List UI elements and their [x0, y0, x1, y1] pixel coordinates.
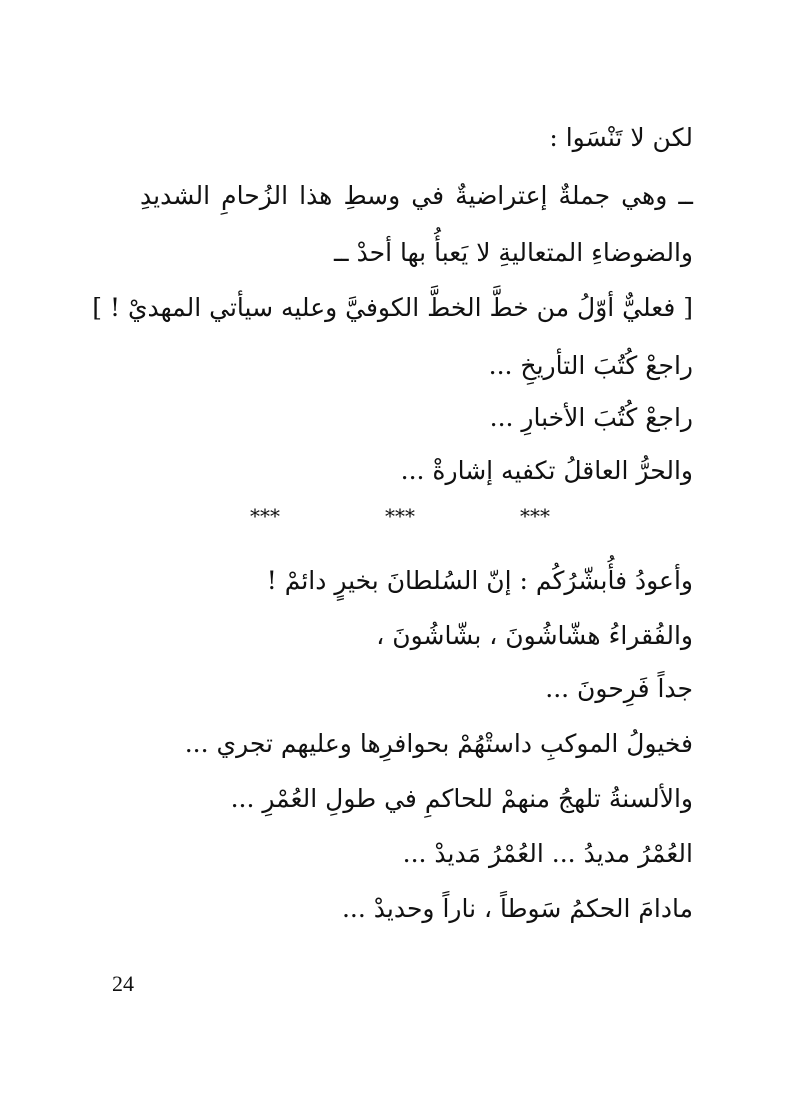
text-line: وأعودُ فأُبشّرُكُم : إنّ السُلطانَ بخيرٍ دائمْ ! [266, 566, 693, 595]
text-line: راجعْ كُتُبَ التأريخِ ... [488, 351, 693, 380]
text-line: مادامَ الحكمُ سَوطاً ، ناراً وحديدْ ... [341, 894, 693, 923]
separator-stars: *** [250, 504, 280, 528]
text-line: جداً فَرِحونَ ... [545, 674, 693, 703]
text-line: ــ وهي جملةٌ إعتراضيةٌ في وسطِ هذا الزُحامِ الشديدِ [140, 181, 693, 210]
text-line: والفُقراءُ هشّاشُونَ ، بشّاشُونَ ، [376, 621, 693, 650]
separator-stars: *** [520, 504, 550, 528]
text-line: والألسنةُ تلهجُ منهمْ للحاكمِ في طولِ العُمْرِ ... [230, 784, 693, 813]
separator-stars: *** [385, 504, 415, 528]
text-line: [ فعليٌّ أوّلُ من خطَّ الخطَّ الكوفيَّ وعليه سيأتي المهديْ ! ] [92, 293, 693, 322]
text-line: والضوضاءِ المتعاليةِ لا يَعبأُ بها أحدْ ــ [333, 238, 693, 267]
text-line: العُمْرُ مديدُ ... العُمْرُ مَديدْ ... [402, 839, 693, 868]
text-line: فخيولُ الموكبِ داستْهُمْ بحوافرِها وعليهم تجري ... [184, 729, 693, 758]
text-line: راجعْ كُتُبَ الأخبارِ ... [489, 403, 693, 432]
text-line: والحرُّ العاقلُ تكفيه إشارةْ ... [400, 456, 693, 485]
page-number: 24 [112, 971, 134, 996]
section-separator [230, 505, 570, 527]
text-line: لكن لا تَنْسَوا : [549, 123, 693, 152]
